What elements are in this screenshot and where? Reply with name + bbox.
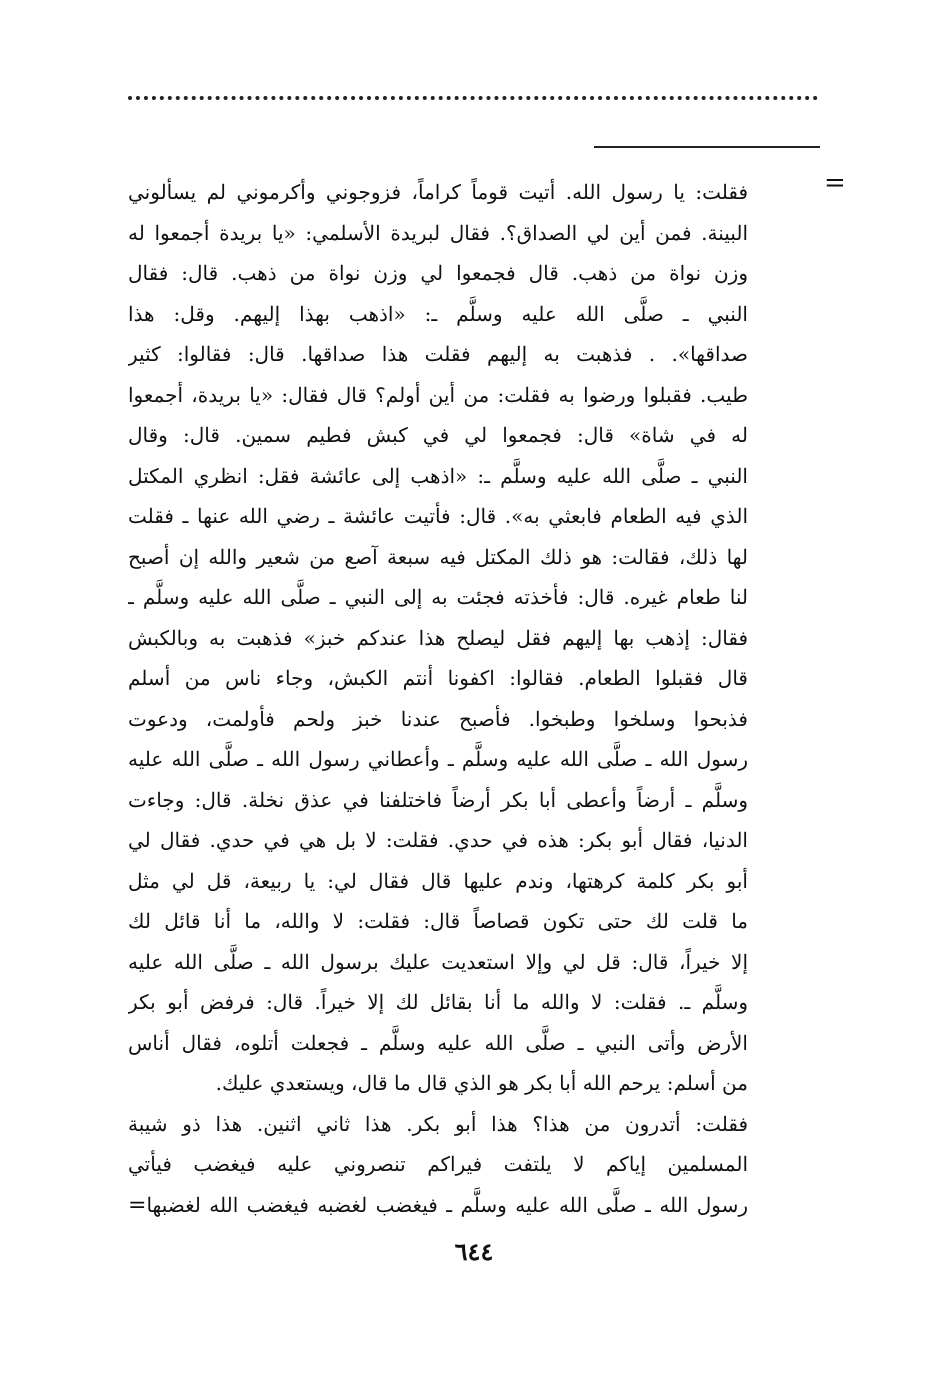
text-line: قال فقبلوا الطعام. فقالوا: اكفونا أنتم الكبش، وجاء ناس من أسلم (128, 666, 748, 690)
text-line: من أسلم: يرحم الله أبا بكر هو الذي قال ما قال، ويستعدي عليك. (215, 1071, 748, 1095)
text-line: النبي ـ صلَّى الله عليه وسلَّم ـ: «اذهب بهذا إليهم. وقل: هذا (128, 301, 748, 326)
page-number: ٦٤٤ (454, 1237, 494, 1266)
text-line: الذي فيه الطعام فابعثي به». قال: فأتيت عائشة ـ رضي الله عنها ـ فقلت (128, 504, 748, 528)
text-line: البينة. فمن أين لي الصداق؟. فقال لبريدة الأسلمي: «يا بريدة أجمعوا له (128, 220, 748, 245)
text-line: لنا طعام غيره. قال: فأخذته فجئت به إلى النبي ـ صلَّى الله عليه وسلَّم ـ (128, 585, 748, 609)
text-line: رسول الله ـ صلَّى الله عليه وسلَّم ـ وأعطاني رسول الله ـ صلَّى الله عليه (128, 747, 748, 771)
text-line-final (128, 1185, 748, 1226)
text-line: المسلمين إياكم لا يلتفت فيراكم تنصروني عليه فيغضب فيأتي (128, 1152, 748, 1176)
continuation-mark: = (824, 168, 846, 198)
text-line: طيب. فقبلوا ورضوا به فقلت: من أين أولم؟ قال فقال: «يا بريدة، أجمعوا (128, 382, 748, 407)
text-line: الدنيا، فقال أبو بكر: هذه في حدي. فقلت: لا بل هي في حدي. فقال لي (128, 828, 748, 852)
text-line: صداقها». . فذهبت به إليهم فقلت هذا صداقها. قال: فقالوا: كثير (128, 342, 748, 366)
line-end-mark: = (128, 1192, 147, 1218)
text-line: فقال: إذهب بها إليهم فقل ليصلح هذا عندكم خبز» فذهبت به وبالكبش (128, 625, 748, 650)
text-line: ما قلت لك حتى تكون قصاصاً قال: فقلت: لا والله، ما أنا قائل لك (128, 909, 748, 933)
text-line: فقلت: يا رسول الله. أتيت قوماً كراماً، فزوجوني وأكرموني لم يسألوني (128, 180, 748, 204)
text-line: لها ذلك، فقالت: هو ذلك المكتل فيه سبعة آصع من شعير والله إن أصبح (128, 544, 748, 569)
text-line: إلا خيراً، قال: قل لي وإلا استعديت عليك برسول الله ـ صلَّى الله عليه (128, 949, 748, 974)
footnote-separator-rule (594, 146, 820, 148)
text-line: وزن نواة من ذهب. قال فجمعوا لي وزن نواة من ذهب. قال: فقال (128, 261, 748, 285)
text-line: أبو بكر كلمة كرهتها، وندم عليها قال فقال لي: يا ربيعة، قل لي مثل (128, 868, 748, 893)
text-line: له في شاة» قال: فجمعوا لي في كبش فطيم سمين. قال: وقال (128, 423, 748, 447)
text-line: الأرض وأتى النبي ـ صلَّى الله عليه وسلَّم ـ فجعلت أتلوه، فقال أناس (128, 1030, 748, 1055)
final-line-text: رسول الله ـ صلَّى الله عليه وسلَّم ـ فيغضب لغضبه فيغضب الله لغضبها (146, 1192, 748, 1217)
text-line: فقلت: أتدرون من هذا؟ هذا أبو بكر. هذا ثاني اثنين. هذا ذو شيبة (128, 1111, 748, 1136)
footnote-text (128, 172, 748, 1225)
text-line: فذبحوا وسلخوا وطبخوا. فأصبح عندنا خبز ولحم فأولمت، ودعوت (128, 706, 748, 731)
text-line: وسلَّم ـ أرضاً وأعطى أبا بكر أرضاً فاختلفنا في عذق نخلة. قال: وجاءت (128, 787, 748, 812)
dotted-separator (128, 96, 818, 110)
text-line: النبي ـ صلَّى الله عليه وسلَّم ـ: «اذهب إلى عائشة فقل: انظري المكتل (128, 463, 748, 488)
text-line: وسلَّم ـ. فقلت: لا والله ما أنا بقائل لك إلا خيراً. قال: فرفض أبو بكر (128, 990, 748, 1014)
